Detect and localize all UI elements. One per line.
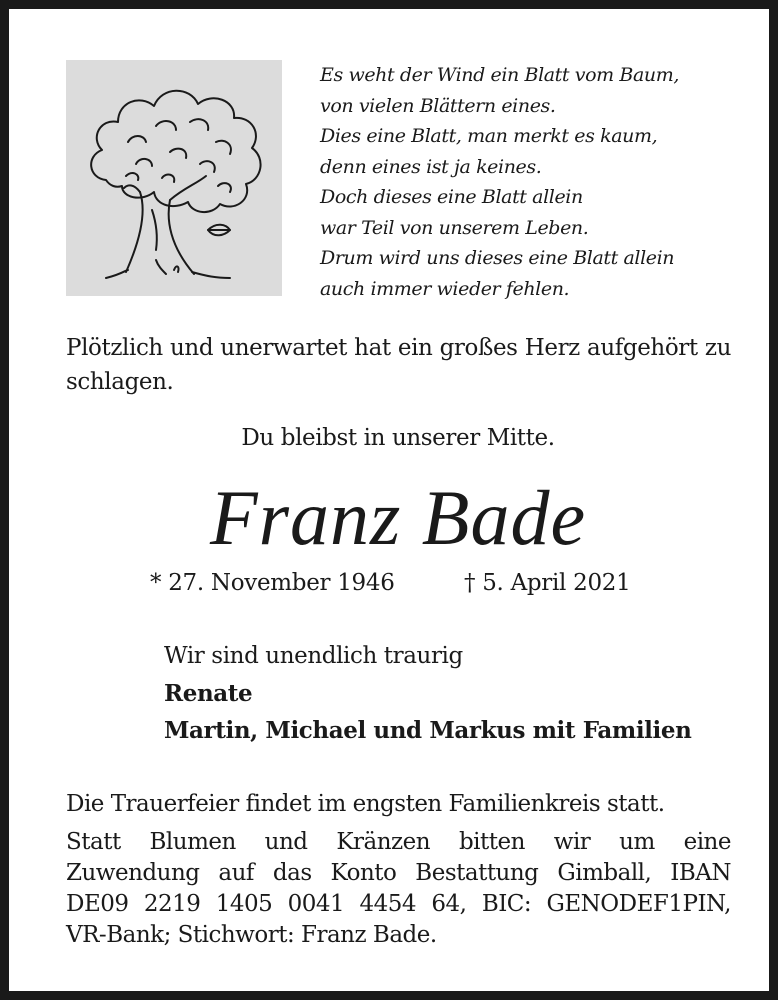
poem-line: war Teil von unserem Leben. <box>320 216 589 239</box>
intro-text: Plötzlich und unerwartet hat ein großes Herz aufgehört zu schlagen. <box>66 335 731 395</box>
tree-icon <box>66 60 282 296</box>
donation-notice <box>66 827 731 951</box>
donation-line: Zuwendung auf das Konto Bestattung Gimball, IBAN <box>66 860 731 886</box>
poem-line: Doch dieses eine Blatt allein <box>320 186 583 208</box>
mourner-name: Renate <box>164 680 253 707</box>
donation-line: VR-Bank; Stichwort: Franz Bade. <box>66 922 437 948</box>
mourner-names: Martin, Michael und Markus mit Familien <box>164 717 692 744</box>
poem-line: auch immer wieder fehlen. <box>320 277 570 300</box>
motto: Du bleibst in unserer Mitte. <box>241 425 555 451</box>
poem-line: Es weht der Wind ein Blatt vom Baum, <box>320 64 680 86</box>
donation-line: DE09 2219 1405 0041 4454 64, BIC: GENODEF1PIN, <box>66 891 731 917</box>
tree-illustration <box>66 60 282 296</box>
deceased-name: Franz Bade <box>209 474 587 561</box>
mourners-intro: Wir sind unendlich traurig <box>164 643 463 669</box>
mourners <box>164 638 744 749</box>
poem-line: Dies eine Blatt, man merkt es kaum, <box>320 125 658 147</box>
poem-line: von vielen Blättern eines. <box>320 94 556 117</box>
death-date: † 5. April 2021 <box>464 570 631 596</box>
poem <box>320 60 740 304</box>
poem-line: denn eines ist ja keines. <box>320 155 542 178</box>
donation-line: Statt Blumen und Kränzen bitten wir um eine <box>66 829 731 855</box>
poem-line: Drum wird uns dieses eine Blatt allein <box>320 247 675 269</box>
funeral-notice: Die Trauerfeier findet im engsten Familienkreis statt. <box>66 791 665 817</box>
birth-date: * 27. November 1946 <box>150 570 395 596</box>
